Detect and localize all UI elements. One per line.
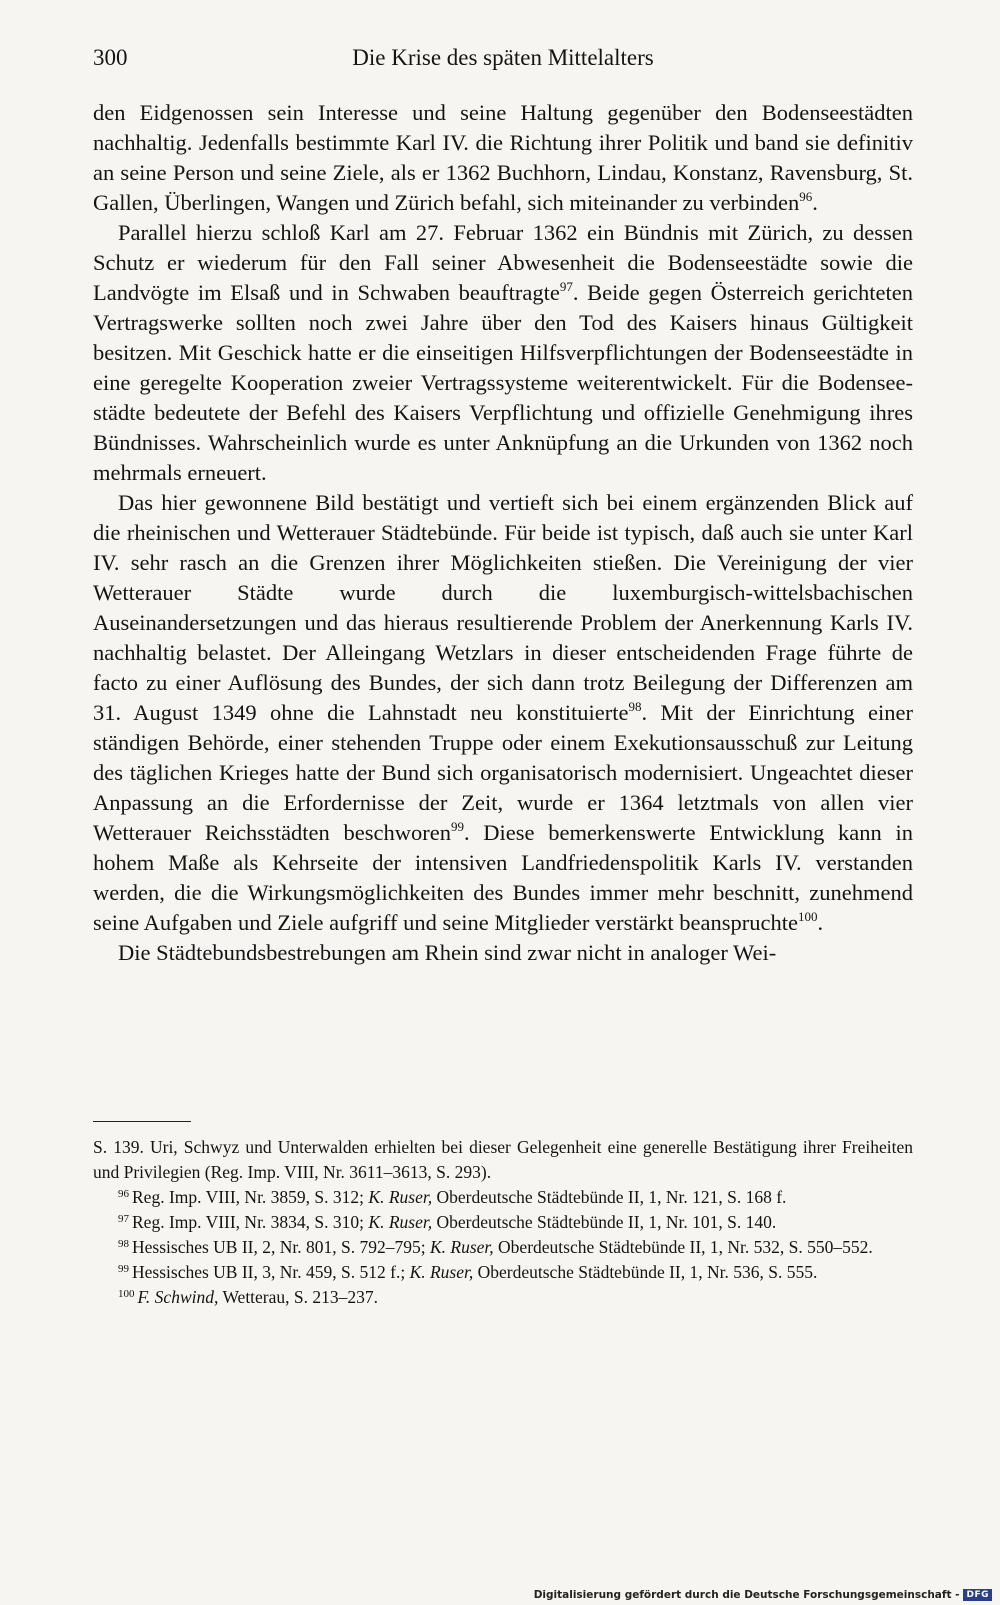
footnote-ref-100: 100 <box>797 909 818 924</box>
footnote-text: Reg. Imp. VIII, Nr. 3834, S. 310; <box>132 1212 365 1232</box>
footnote-author: F. Schwind, <box>137 1287 219 1307</box>
footnote-text: Hessisches UB II, 2, Nr. 801, S. 792–795; <box>132 1237 426 1257</box>
footnote-ref-96: 96 <box>799 189 813 204</box>
running-title: Die Krise des späten Mittelalters <box>352 45 654 70</box>
footnote-number: 100 <box>118 1288 135 1300</box>
paragraph-3-mid2: . Diese bemerkenswerte Entwicklung kann in hohem Maße als Kehrseite der intensiven Landfriedenspolitik Karls IV. verstanden werden, die die Wirkungsmöglichkeiten des Bundes immer mehr beschnitt, zunehmend seine Aufgaben und Ziele aufgriff und seine Mitglieder verstärkt beanspruchte <box>93 820 913 935</box>
footnotes <box>93 1135 913 1310</box>
body-text <box>93 98 913 968</box>
credit-text: Digitalisierung gefördert durch die Deutsche Forschungsgemeinschaft - <box>533 1589 960 1601</box>
dfg-logo-icon: DFG <box>963 1589 992 1601</box>
page-header <box>93 40 913 76</box>
footnote-text: Wetterau, S. 213–237. <box>222 1287 379 1307</box>
paragraph-2-text: Parallel hierzu schloß Karl am 27. Februar 1362 ein Bündnis mit Zürich, zu dessen Schutz er wiederum für den Fall seiner Abwesenheit die Bodenseestädte sowie die Landvögte im Elsaß und in Schwaben beauftragte <box>93 220 913 305</box>
paragraph-3-mid: . Mit der Einrichtung einer ständigen Behörde, einer stehenden Truppe oder einem Exekutionsausschuß zur Leitung des täglichen Krieges hatte der Bund sich organisatorisch modernisiert. Ungeachtet dieser Anpassung an die Erfordernisse der Zeit, wurde er 1364 letztmals von allen vier Wetterauer Reichsstädten beschworen <box>93 700 913 845</box>
footnote-97 <box>93 1210 913 1235</box>
paragraph-2-end: . Beide gegen Österreich gerichteten Vertragswerke sollten noch zwei Jahre über den Tod des Kaisers hinaus Gültigkeit besitzen. Mit Geschick hatte er die einseitigen Hilfsverpflichtungen der Bodenseestädte in eine geregelte Kooperation zweier Vertragssysteme weiterentwickelt. Für die Bodenseestädte bedeutete der Befehl des Kaisers Verpflichtung und offizielle Genehmigung ihres Bündnisses. Wahrscheinlich wurde es unter Anknüpfung an die Urkunden von 1362 noch mehrmals erneuert. <box>93 280 913 485</box>
footnote-96 <box>93 1185 913 1210</box>
footnote-text: Oberdeutsche Städtebünde II, 1, Nr. 101, S. 140. <box>436 1212 777 1232</box>
footnote-text: Oberdeutsche Städtebünde II, 1, Nr. 121, S. 168 f. <box>436 1187 787 1207</box>
footnote-ref-99: 99 <box>450 819 464 834</box>
footnote-author: K. Ruser, <box>429 1237 494 1257</box>
footnote-author: K. Ruser, <box>409 1262 474 1282</box>
footnote-text: Oberdeutsche Städtebünde II, 1, Nr. 532, S. 550–552. <box>498 1237 873 1257</box>
page-number: 300 <box>93 45 128 70</box>
footnote-number: 98 <box>118 1238 129 1250</box>
paragraph-1 <box>93 98 913 218</box>
footnote-text: Oberdeutsche Städtebünde II, 1, Nr. 536, S. 555. <box>477 1262 818 1282</box>
footnote-separator <box>93 1121 191 1122</box>
footnote-ref-97: 97 <box>559 279 573 294</box>
paragraph-1-end: . <box>812 190 818 215</box>
footnote-ref-98: 98 <box>628 699 642 714</box>
footnote-number: 96 <box>118 1188 129 1200</box>
paragraph-3-end: . <box>817 910 824 935</box>
footnote-99 <box>93 1260 913 1285</box>
digitization-credit <box>534 1589 992 1601</box>
footnote-author: K. Ruser, <box>368 1212 433 1232</box>
footnote-text: Reg. Imp. VIII, Nr. 3859, S. 312; <box>132 1187 365 1207</box>
paragraph-3-text: Das hier gewonnene Bild bestätigt und vertieft sich bei einem ergänzenden Blick auf die rheinischen und Wetterauer Städtebünde. Für beide ist typisch, daß auch sie unter Karl IV. sehr rasch an die Grenzen ihrer Möglichkeiten stießen. Die Vereinigung der vier Wetterauer Städte wurde durch die luxemburgisch-wittelsbachischen Auseinandersetzungen und das hieraus resultierende Problem der Anerkennung Karls IV. nachhaltig belastet. Der Alleingang Wetzlars in dieser entscheidenden Frage führte de facto zu einer Auflösung des Bundes, der sich dann trotz Beilegung der Differenzen am 31. August 1349 ohne die Lahnstadt neu konstituierte <box>93 490 913 725</box>
footnote-number: 99 <box>118 1263 129 1275</box>
paragraph-3 <box>93 488 913 938</box>
paragraph-4 <box>93 938 913 968</box>
paragraph-4-text: Die Städtebundsbestrebungen am Rhein sind zwar nicht in analoger Wei- <box>118 940 777 965</box>
footnote-98 <box>93 1235 913 1260</box>
paragraph-2 <box>93 218 913 488</box>
footnote-100 <box>93 1285 913 1310</box>
footnote-number: 97 <box>118 1213 129 1225</box>
footnote-text: Hessisches UB II, 3, Nr. 459, S. 512 f.; <box>132 1262 406 1282</box>
footnote-continuation: S. 139. Uri, Schwyz und Unterwalden erhielten bei dieser Gelegenheit eine generelle Bestätigung ihrer Freiheiten und Privilegien (Reg. Imp. VIII, Nr. 3611–3613, S. 293). <box>93 1137 913 1182</box>
footnote-author: K. Ruser, <box>368 1187 433 1207</box>
paragraph-1-text: den Eidgenossen sein Interesse und seine Haltung gegenüber den Bodenseestädten nachhaltig. Jedenfalls bestimmte Karl IV. die Richtung ihrer Politik und band sie definitiv an seine Person und seine Ziele, als er 1362 Buchhorn, Lindau, Konstanz, Ravensburg, St. Gallen, Überlingen, Wangen und Zürich befahl, sich miteinander zu verbinden <box>93 100 913 215</box>
